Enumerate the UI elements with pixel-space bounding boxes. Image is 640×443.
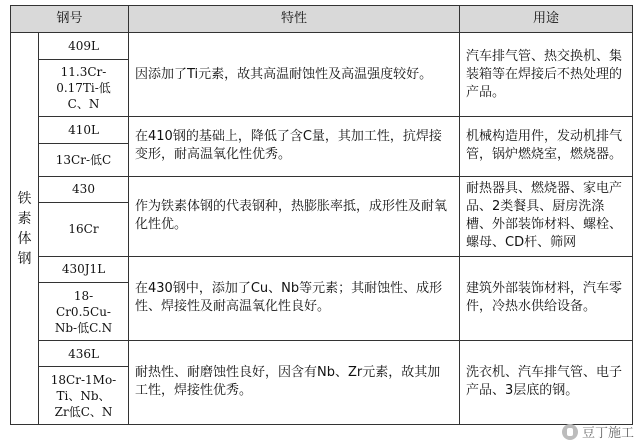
property-cell: 因添加了Ti元素，故其高温耐蚀性及高温强度较好。	[129, 33, 460, 117]
header-grade: 钢号	[11, 6, 129, 33]
usage-cell: 洗衣机、汽车排气管、电子产品、3层底的钢。	[460, 340, 633, 424]
steel-grade-table	[10, 5, 633, 425]
category-char: 素	[17, 210, 32, 227]
grade-composition: 18Cr-1Mo- Ti、Nb、 Zr低C、N	[39, 367, 129, 425]
category-char: 体	[17, 230, 32, 247]
watermark-text: 豆丁施工	[581, 426, 634, 441]
property-cell: 在410钢的基础上，降低了含C量，其加工性，抗焊接变形，耐高温氧化性优秀。	[129, 117, 460, 177]
table-row	[11, 176, 633, 203]
table-row	[11, 33, 633, 60]
grade-code: 410L	[39, 117, 129, 144]
table-row	[11, 256, 633, 283]
wechat-logo-icon	[562, 424, 578, 440]
category-char: 钢	[17, 250, 32, 267]
usage-cell: 耐热器具、燃烧器、家电产品、2类餐具、厨房洗涤槽、外部装饰材料、螺栓、螺母、CD杆、筛网	[460, 176, 633, 256]
property-cell: 作为铁素体钢的代表钢种，热膨胀率抵，成形性及耐氧化性优。	[129, 176, 460, 256]
category-cell	[11, 33, 39, 425]
usage-cell: 汽车排气管、热交换机、集装箱等在焊接后不热处理的产品。	[460, 33, 633, 117]
usage-cell: 建筑外部装饰材料，汽车零件，冷热水供给设备。	[460, 256, 633, 340]
grade-composition: 16Cr	[39, 203, 129, 256]
table-header-row	[11, 6, 633, 33]
grade-code: 436L	[39, 340, 129, 367]
property-cell: 在430钢中，添加了Cu、Nb等元素；其耐蚀性、成形性、焊接性及耐高温氧化性良好。	[129, 256, 460, 340]
usage-cell: 机械构造用件，发动机排气管，锅炉燃烧室，燃烧器。	[460, 117, 633, 177]
grade-composition: 11.3Cr- 0.17Ti-低 C、N	[39, 59, 129, 116]
grade-composition: 18- Cr0.5Cu- Nb-低C.N	[39, 283, 129, 340]
grade-code: 409L	[39, 33, 129, 60]
property-cell: 耐热性、耐磨蚀性良好，因含有Nb、Zr元素，故其加工性，焊接性优秀。	[129, 340, 460, 424]
category-char: 铁	[17, 190, 32, 207]
header-usage: 用途	[460, 6, 633, 33]
grade-composition: 13Cr-低C	[39, 143, 129, 176]
grade-code: 430	[39, 176, 129, 203]
header-property: 特性	[129, 6, 460, 33]
grade-code: 430J1L	[39, 256, 129, 283]
table-row	[11, 340, 633, 367]
table-row	[11, 117, 633, 144]
watermark	[562, 422, 634, 441]
